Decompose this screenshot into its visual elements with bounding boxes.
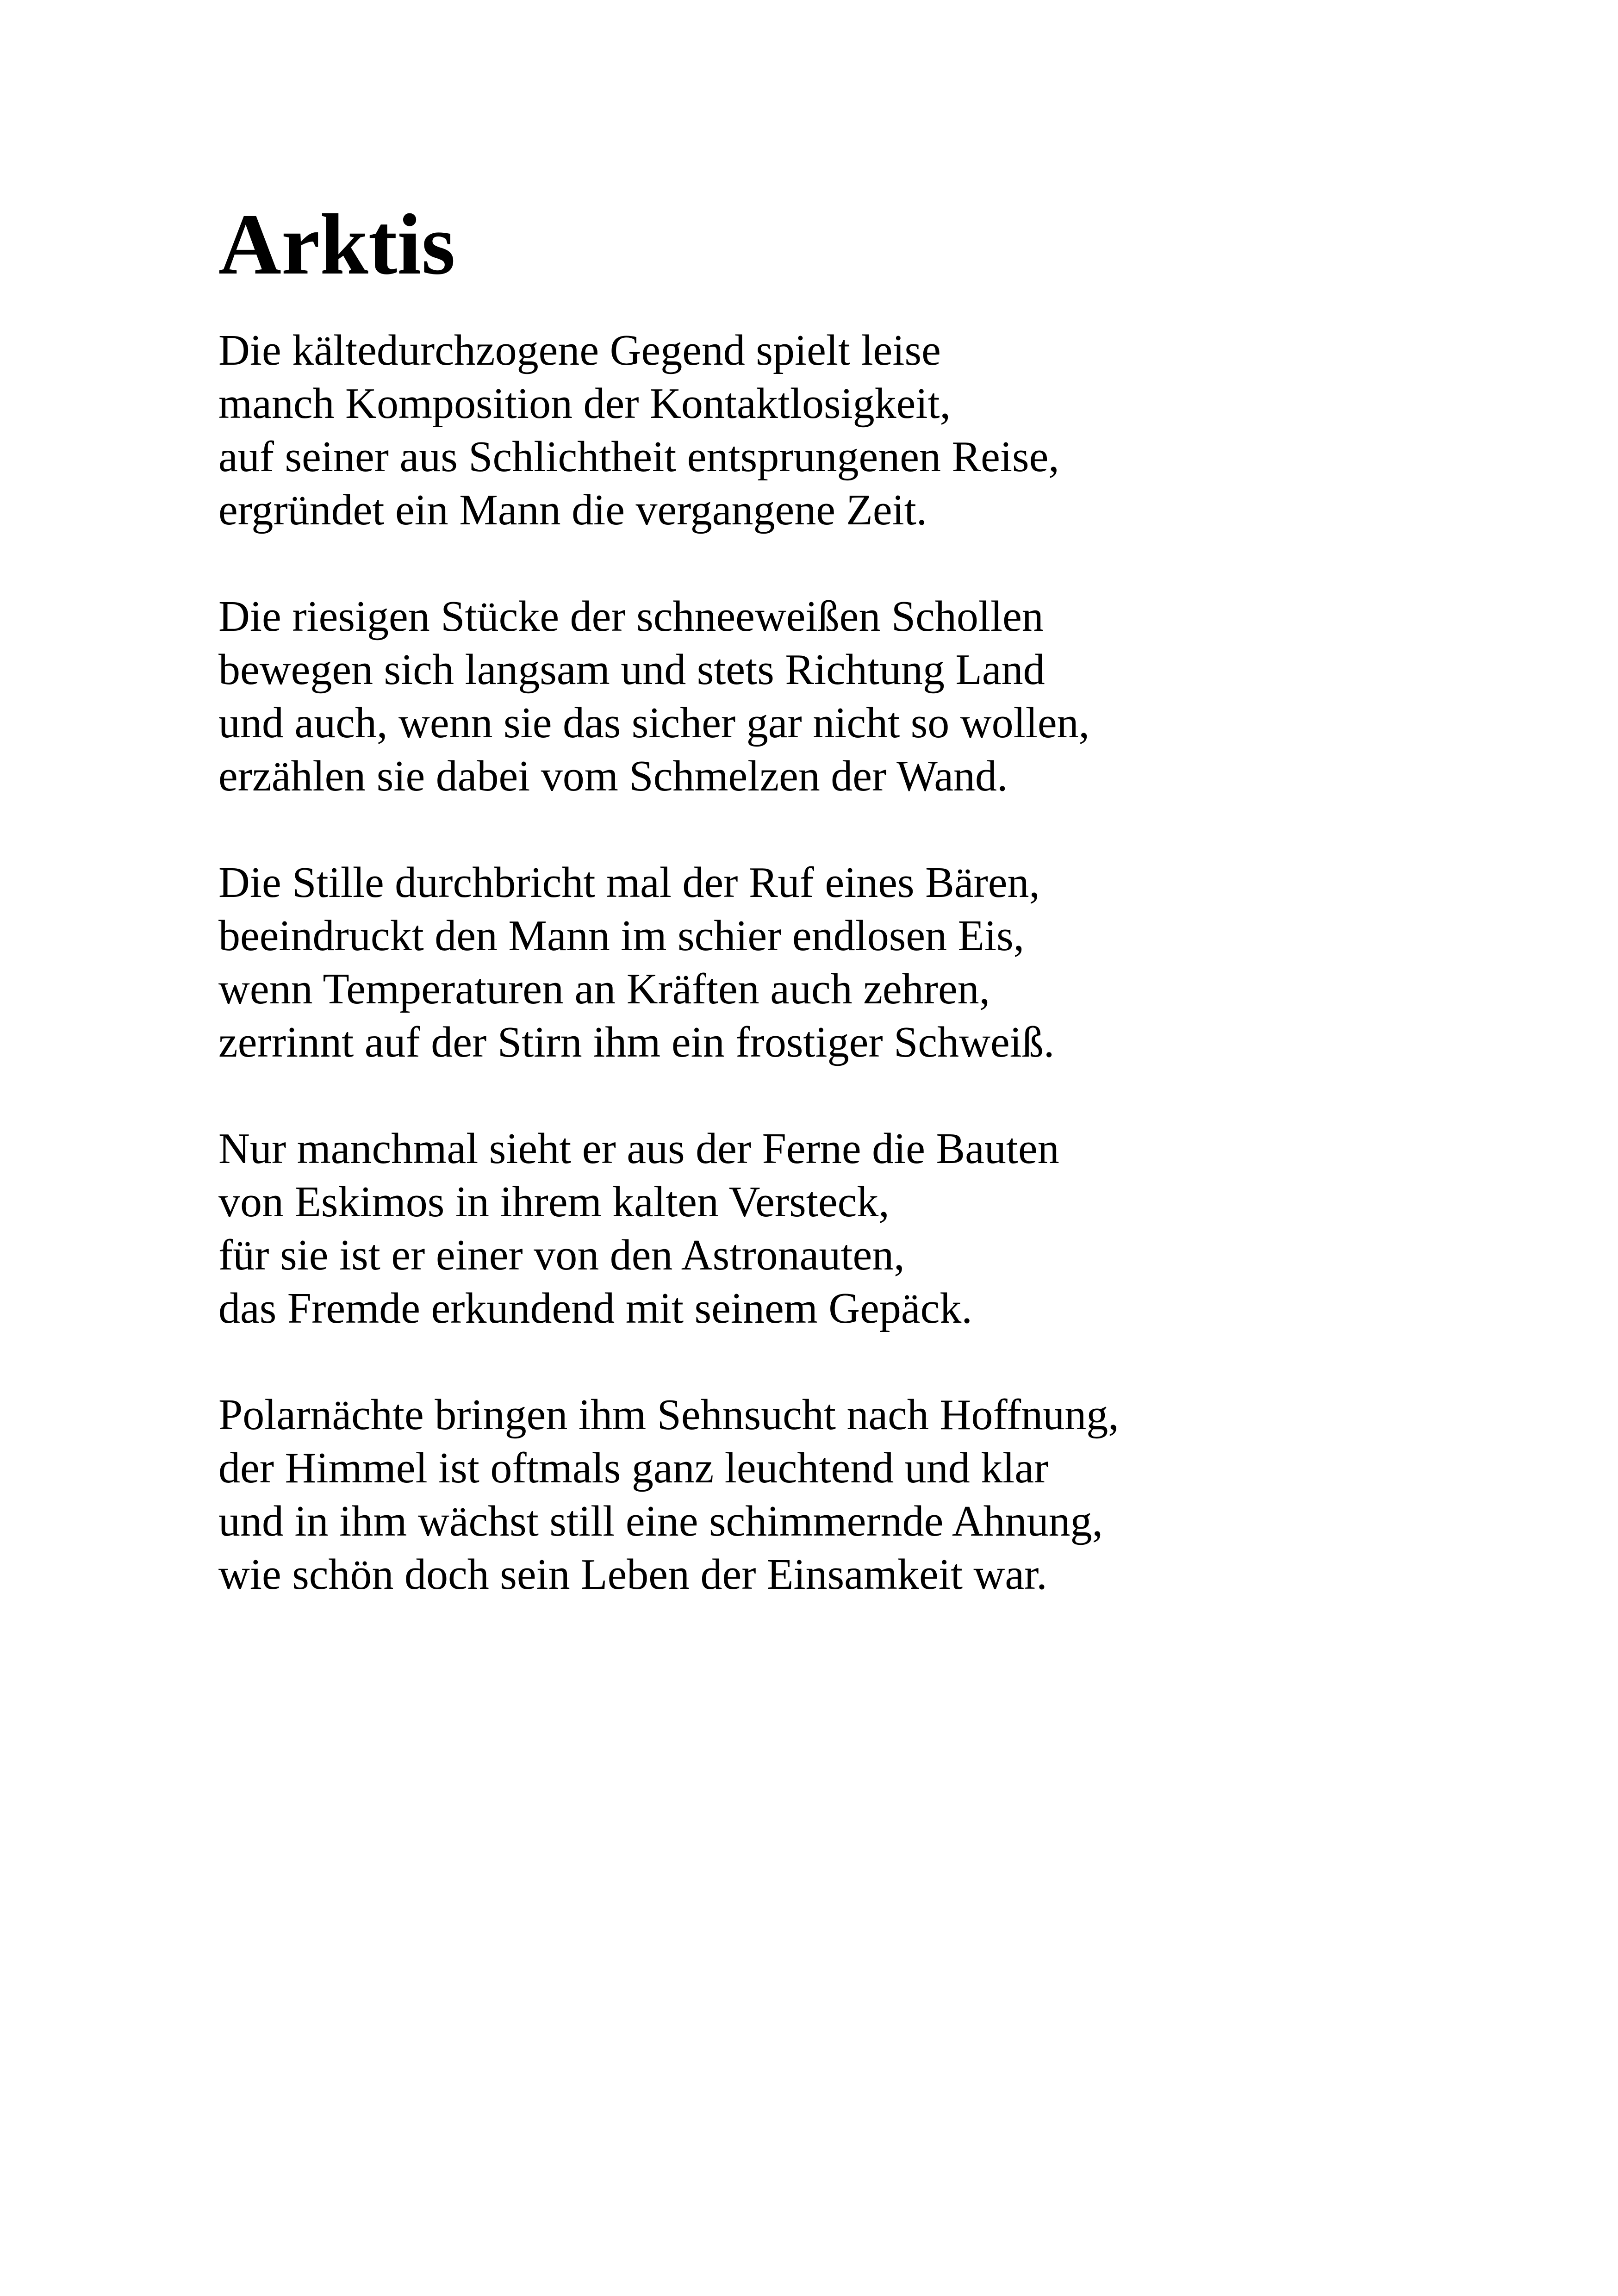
verse-line: auf seiner aus Schlichtheit entsprungenen Reise,: [218, 433, 1059, 481]
verse-line: wie schön doch sein Leben der Einsamkeit war.: [218, 1550, 1047, 1599]
poem-title: Arktis: [218, 196, 455, 292]
verse-line: manch Komposition der Kontaktlosigkeit,: [218, 380, 951, 428]
verse-line: von Eskimos in ihrem kalten Versteck,: [218, 1178, 890, 1226]
verse-line: Nur manchmal sieht er aus der Ferne die Bauten: [218, 1125, 1059, 1173]
stanza-1: [218, 324, 1468, 537]
verse-line: und in ihm wächst still eine schimmernde Ahnung,: [218, 1497, 1103, 1545]
verse-line: beeindruckt den Mann im schier endlosen Eis,: [218, 912, 1025, 960]
stanza-5: [218, 1388, 1468, 1601]
poem: [218, 196, 1468, 1601]
verse-line: der Himmel ist oftmals ganz leuchtend und klar: [218, 1444, 1049, 1492]
stanza-4: [218, 1122, 1468, 1335]
verse-line: ergründet ein Mann die vergangene Zeit.: [218, 486, 927, 534]
stanza-3: [218, 856, 1468, 1069]
verse-line: wenn Temperaturen an Kräften auch zehren,: [218, 965, 990, 1013]
verse-line: Die kältedurchzogene Gegend spielt leise: [218, 326, 941, 374]
verse-line: zerrinnt auf der Stirn ihm ein frostiger Schweiß.: [218, 1018, 1055, 1066]
verse-line: Polarnächte bringen ihm Sehnsucht nach Hoffnung,: [218, 1391, 1119, 1439]
verse-line: für sie ist er einer von den Astronauten,: [218, 1231, 905, 1279]
verse-line: bewegen sich langsam und stets Richtung Land: [218, 646, 1045, 694]
verse-line: und auch, wenn sie das sicher gar nicht so wollen,: [218, 699, 1090, 747]
verse-line: Die riesigen Stücke der schneeweißen Schollen: [218, 592, 1044, 641]
verse-line: das Fremde erkundend mit seinem Gepäck.: [218, 1284, 972, 1332]
verse-line: erzählen sie dabei vom Schmelzen der Wand.: [218, 752, 1008, 800]
verse-line: Die Stille durchbricht mal der Ruf eines Bären,: [218, 859, 1040, 907]
stanza-2: [218, 590, 1468, 803]
